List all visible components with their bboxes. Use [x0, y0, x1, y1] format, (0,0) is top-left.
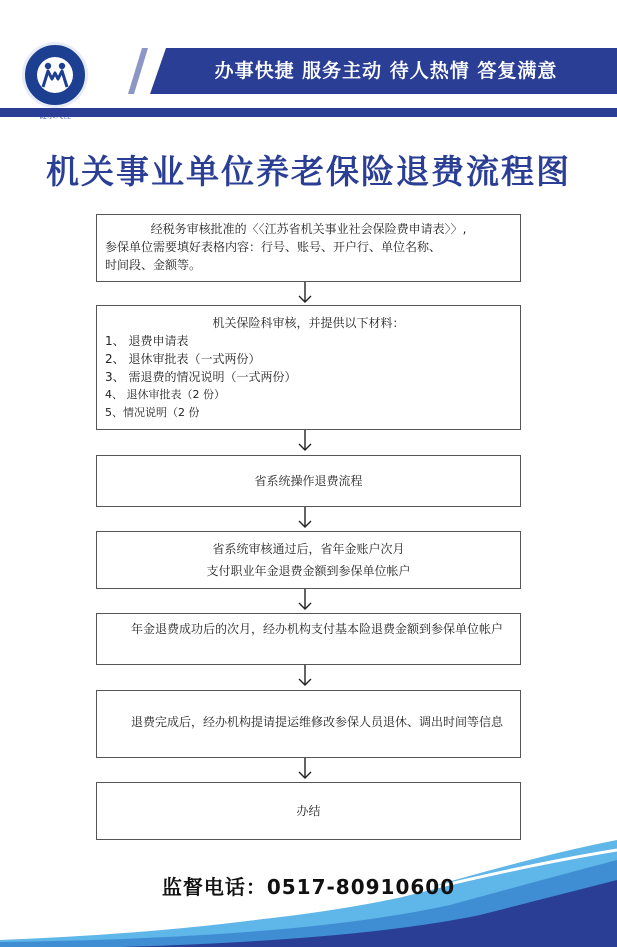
hotline-text: 监督电话：0517-80910600	[161, 875, 456, 899]
step-1-line-3: 时间段、金额等。	[105, 258, 202, 272]
material-item: 1、 退费申请表	[105, 334, 189, 348]
step-box-2	[96, 305, 521, 430]
step-4-line-1: 省系统审核通过后，省年金账户次月	[212, 542, 405, 556]
step-box-1	[96, 214, 521, 282]
step-3-text: 省系统操作退费流程	[254, 474, 363, 488]
arrow-down-icon	[296, 282, 314, 306]
page-title: 机关事业单位养老保险退费流程图	[46, 152, 571, 191]
arrow-down-icon	[296, 665, 314, 689]
slogan-text: 办事快捷 服务主动 待人热情 答复满意	[214, 60, 558, 82]
people-icon	[37, 57, 73, 93]
material-item: 4、 退休审批表（2 份）	[105, 388, 225, 401]
step-7-text: 办结	[296, 804, 321, 818]
step-5-text: 年金退费成功后的次月，经办机构支付基本险退费金额到参保单位帐户	[131, 622, 504, 636]
arrow-down-icon	[296, 507, 314, 531]
step-4-line-2: 支付职业年金退费金额到参保单位帐户	[206, 564, 411, 578]
header-divider	[0, 108, 617, 117]
step-1-line-2: 参保单位需要填好表格内容：行号、账号、开户行、单位名称、	[105, 240, 442, 254]
arrow-down-icon	[296, 589, 314, 613]
material-item: 3、 需退费的情况说明（一式两份）	[105, 370, 297, 384]
slogan-stripe	[128, 48, 148, 94]
step-box-6	[96, 690, 521, 758]
step-6-text: 退费完成后，经办机构提请提运维修改参保人员退休、调出时间等信息	[131, 715, 504, 729]
step-1-line-1: 经税务审核批准的〈〈江苏省机关事业社会保险费申请表〉〉,	[150, 222, 467, 236]
step-box-5	[96, 613, 521, 665]
arrow-down-icon	[296, 430, 314, 454]
org-logo	[22, 42, 88, 108]
step-box-3	[96, 455, 521, 507]
material-item: 2、 退休审批表（一式两份）	[105, 352, 261, 366]
arrow-down-icon	[296, 758, 314, 782]
material-item: 5、情况说明（2 份	[105, 406, 200, 419]
step-2-heading: 机关保险科审核，并提供以下材料：	[212, 316, 405, 330]
step-box-4	[96, 531, 521, 589]
logo-emblem	[37, 57, 73, 93]
header-banner	[0, 0, 617, 120]
